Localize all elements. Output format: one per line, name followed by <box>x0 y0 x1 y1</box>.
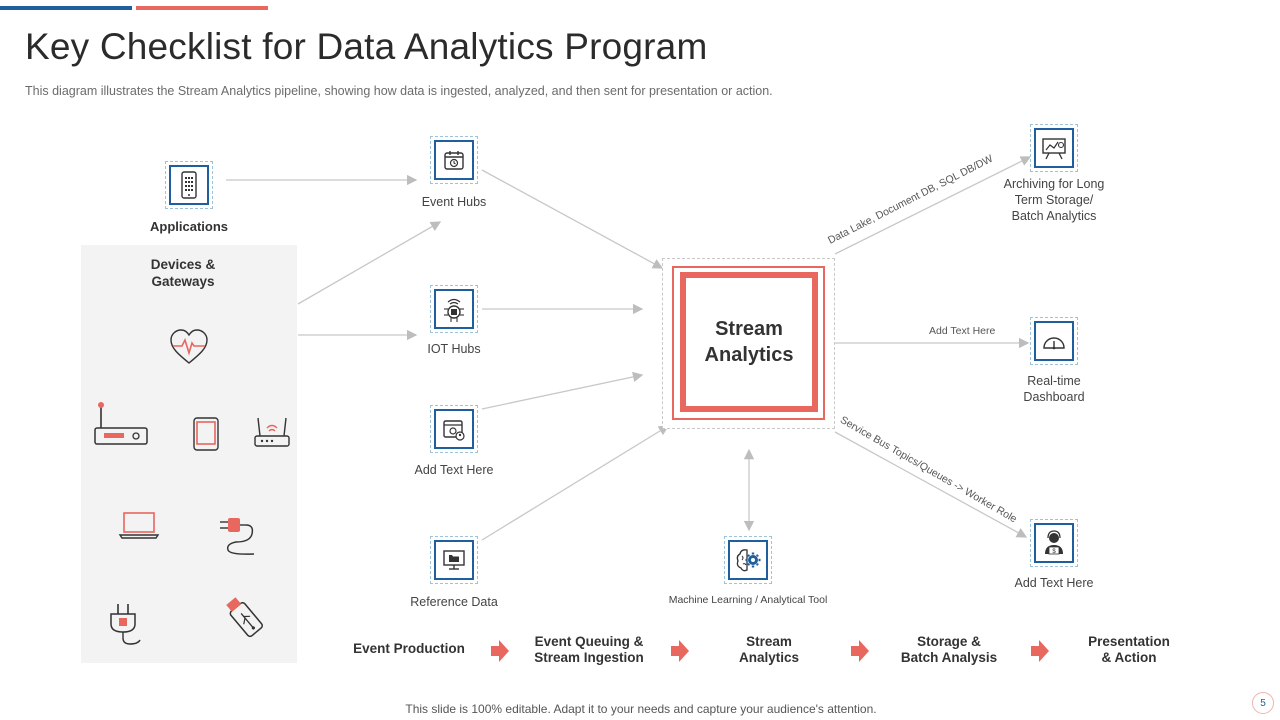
laptop-icon <box>118 510 160 540</box>
stage-presentation-action: Presentation & Action <box>1088 634 1170 665</box>
gauge-icon <box>1041 329 1067 353</box>
devices-gateways-label: Devices & Gateways <box>150 257 216 289</box>
iot-hubs-node-frame <box>434 289 474 329</box>
reference-data-label: Reference Data <box>410 595 498 609</box>
footer-note: This slide is 100% editable. Adapt it to your needs and capture your audience's attention. <box>405 702 877 716</box>
applications-node[interactable] <box>165 161 213 209</box>
edge-center-to-action <box>835 432 1026 537</box>
edge-label-dashboard: Add Text Here <box>929 325 996 337</box>
secure-folder-icon <box>441 416 467 442</box>
power-plug-icon <box>106 602 144 648</box>
event-hubs-node-frame <box>434 140 474 180</box>
archive-label: Archiving for Long Term Storage/ Batch Analytics <box>1003 177 1105 223</box>
wifi-router-icon <box>252 414 292 450</box>
event-hubs-label: Event Hubs <box>421 195 487 209</box>
action-label: Add Text Here <box>1014 576 1094 590</box>
archive-node[interactable] <box>1030 124 1078 172</box>
usb-drive-icon <box>220 594 270 642</box>
applications-node-frame <box>169 165 209 205</box>
dashboard-label: Real-time Dashboard <box>1023 374 1085 404</box>
brain-gear-icon <box>734 546 762 574</box>
iot-chip-icon <box>440 295 468 323</box>
heart-monitor-icon <box>168 328 210 366</box>
stage-arrow-icon <box>1030 638 1050 664</box>
ml-node[interactable] <box>724 536 772 584</box>
page-number: 5 <box>1252 692 1274 714</box>
stage-arrow-icon <box>850 638 870 664</box>
router-icon <box>92 400 150 450</box>
smartphone-icon <box>177 171 201 199</box>
monitor-folder-icon <box>441 548 467 572</box>
edge-label-action: Service Bus Topics/Queues -> Worker Role <box>838 414 1019 526</box>
edge-devices-to-eventhubs <box>298 222 440 304</box>
dashboard-node[interactable] <box>1030 317 1078 365</box>
stage-event-production: Event Production <box>353 641 465 656</box>
stage-event-queuing: Event Queuing & Stream Ingestion <box>534 634 644 665</box>
edge-custom-to-center <box>482 375 642 409</box>
reference-data-node-frame <box>434 540 474 580</box>
presentation-board-icon <box>1040 135 1068 161</box>
tablet-icon <box>192 416 220 452</box>
action-node-frame <box>1034 523 1074 563</box>
edge-eventhubs-to-center <box>482 170 662 268</box>
reference-data-node[interactable] <box>430 536 478 584</box>
charging-plug-icon <box>218 512 258 558</box>
ml-node-frame <box>728 540 768 580</box>
stream-analytics-label: Stream Analytics <box>704 318 794 366</box>
stage-arrow-icon <box>670 638 690 664</box>
calendar-hub-icon <box>442 148 466 172</box>
archive-node-frame <box>1034 128 1074 168</box>
iot-hubs-label: IOT Hubs <box>427 342 481 356</box>
stage-stream-analytics: Stream Analytics <box>738 634 800 665</box>
ml-label: Machine Learning / Analytical Tool <box>668 594 828 606</box>
support-agent-icon <box>1041 529 1067 557</box>
custom-ingest-label: Add Text Here <box>414 463 494 477</box>
custom-ingest-node-frame <box>434 409 474 449</box>
edge-reference-to-center <box>482 426 668 540</box>
action-node[interactable] <box>1030 519 1078 567</box>
page-title: Key Checklist for Data Analytics Program <box>25 26 708 67</box>
edge-label-archive: Data Lake, Document DB, SQL DB/DW <box>826 152 995 247</box>
stage-storage-batch: Storage & Batch Analysis <box>900 634 998 665</box>
iot-hubs-node[interactable] <box>430 285 478 333</box>
applications-label: Applications <box>149 219 228 234</box>
event-hubs-node[interactable] <box>430 136 478 184</box>
svg-text:$: $ <box>1052 549 1056 555</box>
dashboard-node-frame <box>1034 321 1074 361</box>
custom-ingest-node[interactable] <box>430 405 478 453</box>
page-subtitle: This diagram illustrates the Stream Analytics pipeline, showing how data is ingested, analyzed, and then sent for presentation or action. <box>25 84 773 98</box>
stage-arrow-icon <box>490 638 510 664</box>
stream-analytics-node[interactable] <box>680 272 818 412</box>
